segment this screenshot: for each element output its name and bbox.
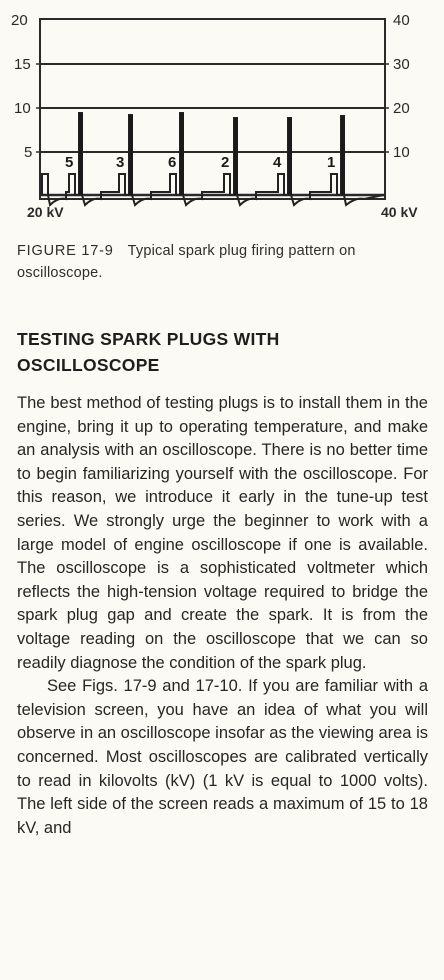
section-heading: TESTING SPARK PLUGS WITH OSCILLOSCOPE	[17, 329, 280, 375]
right-axis-label: 30	[393, 56, 410, 73]
figure-caption-text: Typical spark plug firing pattern on oscilloscope.	[17, 243, 356, 281]
left-axis-unit-label: 20 kV	[27, 204, 64, 220]
right-axis-label: 20	[393, 100, 410, 117]
cylinder-label: 4	[273, 154, 282, 171]
cylinder-label: 6	[168, 154, 177, 171]
right-axis-label: 10	[393, 144, 410, 161]
paragraph: See Figs. 17-9 and 17-10. If you are familiar with a television screen, you have an idea of what you will observe in an oscilloscope insofar as the viewing area is concerned. Most oscilloscopes are calibrated vertically to read in kilovolts (kV) (1 kV is equal to 1000 volts). The left side of the screen reads a maximum of 15 to 18 kV, and	[17, 677, 428, 837]
left-axis-label: 15	[14, 56, 31, 73]
firing-spike	[180, 113, 184, 195]
firing-spike	[288, 118, 292, 195]
firing-spike	[234, 118, 238, 195]
right-axis-unit-label: 40 kV	[381, 204, 418, 220]
cylinder-label: 2	[221, 154, 230, 171]
body-text	[17, 392, 428, 840]
cylinder-label: 5	[65, 154, 74, 171]
firing-spike	[129, 115, 133, 195]
firing-spike	[79, 113, 83, 195]
figure-caption	[17, 240, 427, 284]
left-axis-label: 10	[14, 100, 31, 117]
oscilloscope-screen	[0, 0, 444, 235]
left-axis-label: 5	[24, 144, 33, 161]
paragraph: The best method of testing plugs is to install them in the engine, bring it up to operating temperature, and make an analysis with an oscilloscope. There is no better time to begin familiarizing yourself with the oscilloscope. For this reason, we introduce it early in the tune-up test series. We strongly urge the beginner to work with a large model of engine oscilloscope if one is available. The oscilloscope is a sophisticated voltmeter which reflects the high-tension voltage required to bridge the spark plug gap and create the spark. It is from the voltage reading on the oscilloscope that we can so readily diagnose the condition of the spark plug.	[17, 394, 428, 672]
oscilloscope-figure	[0, 0, 444, 235]
cylinder-label: 3	[116, 154, 125, 171]
cylinder-label: 1	[327, 154, 336, 171]
figure-number: FIGURE 17-9	[17, 243, 114, 259]
firing-spike	[341, 116, 345, 195]
left-axis-label: 20	[11, 12, 28, 29]
right-axis-label: 40	[393, 12, 410, 29]
